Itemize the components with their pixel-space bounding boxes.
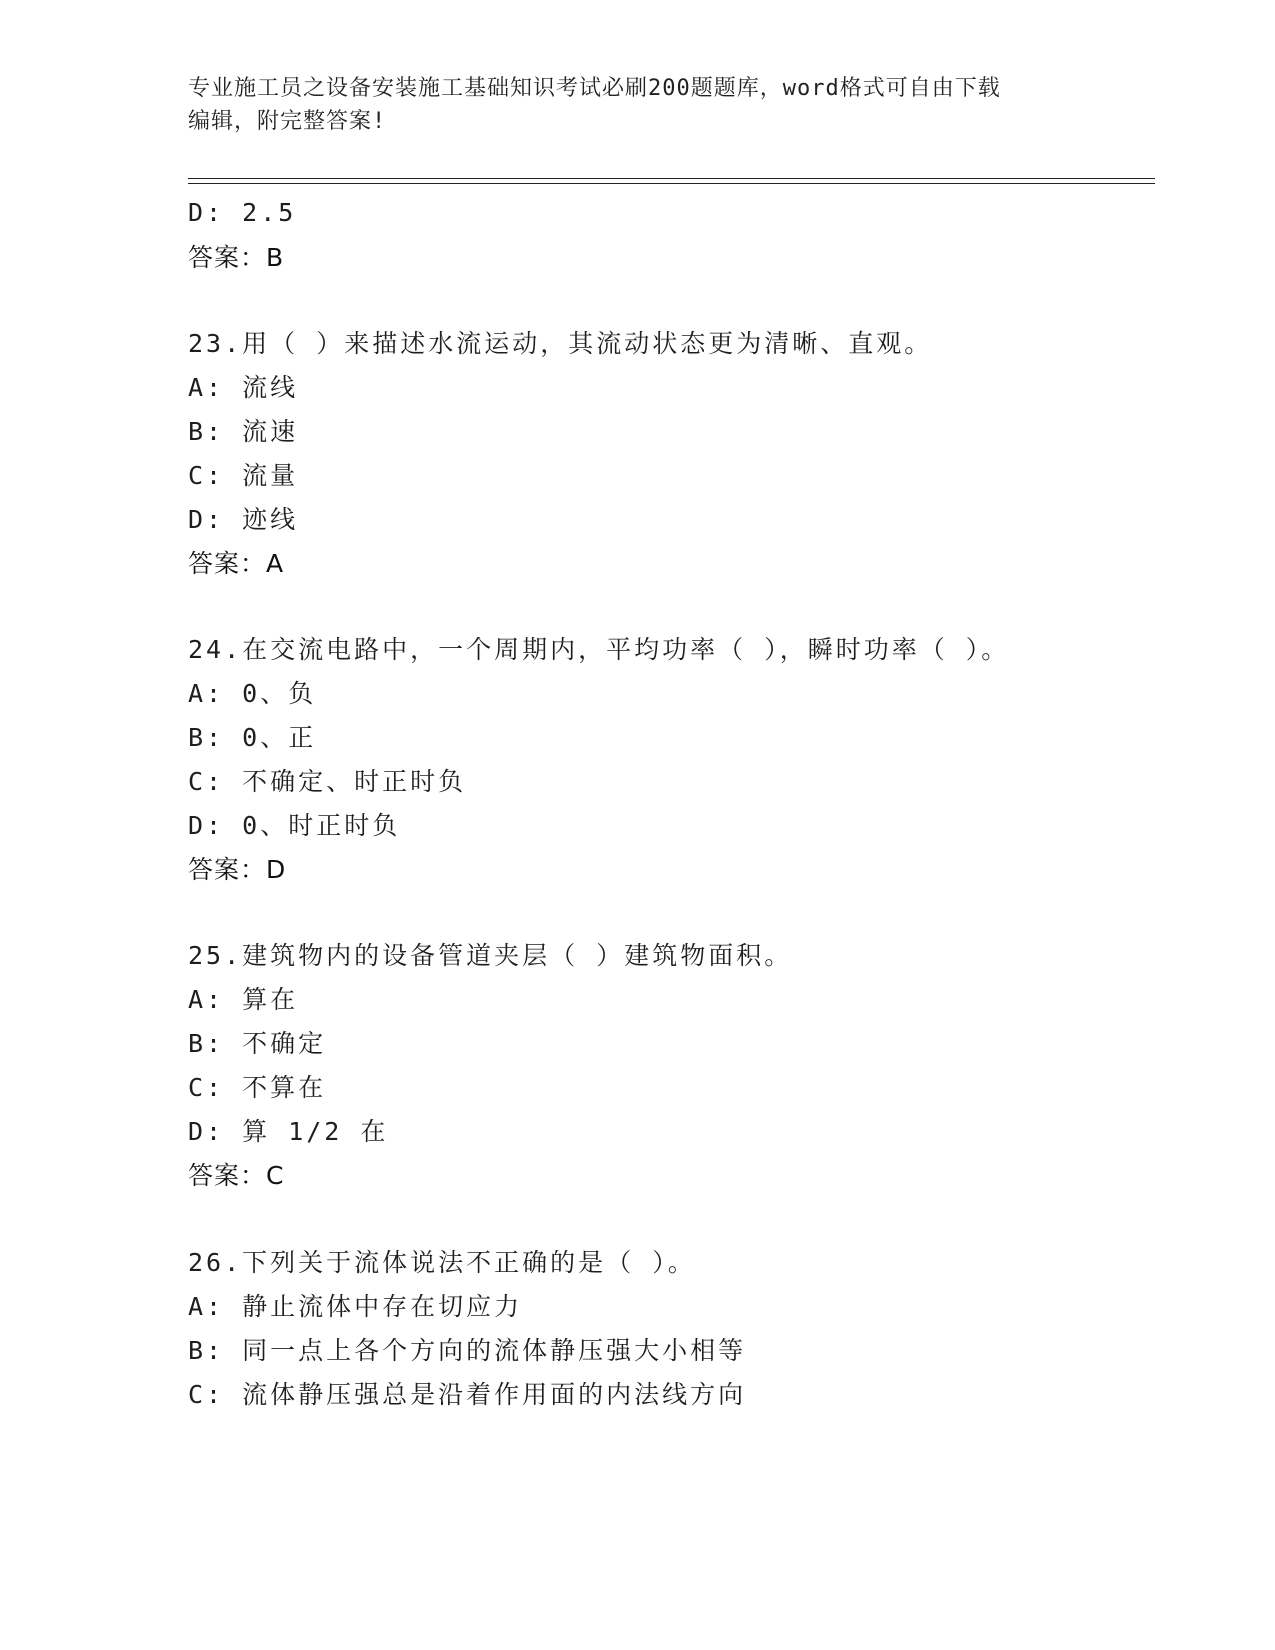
question-stem: 26.下列关于流体说法不正确的是（ ）。 xyxy=(188,1248,696,1277)
question-stem: 23.用（ ）来描述水流运动，其流动状态更为清晰、直观。 xyxy=(188,329,933,358)
header-divider-top xyxy=(188,178,1155,179)
header-title-line-1: 专业施工员之设备安装施工基础知识考试必刷200题题库，word格式可自由下载 xyxy=(188,76,1001,101)
answer-label: 答案： xyxy=(188,549,267,578)
question-option: D: 算 1/2 在 xyxy=(188,1117,389,1146)
question-option: A: 流线 xyxy=(188,373,299,402)
question-stem: 25.建筑物内的设备管道夹层（ ）建筑物面积。 xyxy=(188,941,793,970)
question-stem: 24.在交流电路中，一个周期内，平均功率（ ），瞬时功率（ ）。 xyxy=(188,635,1010,664)
question-option: A: 静止流体中存在切应力 xyxy=(188,1292,523,1321)
answer-value: A xyxy=(266,549,285,578)
question-option: A: 算在 xyxy=(188,985,299,1014)
answer-value: C xyxy=(266,1161,285,1190)
question-option: D: 迹线 xyxy=(188,505,299,534)
question-option: D: 0、时正时负 xyxy=(188,811,401,840)
answer-label: 答案： xyxy=(188,855,267,884)
question-answer xyxy=(188,549,284,579)
question-answer xyxy=(188,1161,284,1191)
question-answer xyxy=(188,855,286,885)
document-header xyxy=(188,72,1088,138)
prev-option-d: D: 2.5 xyxy=(188,198,297,227)
question-option: B: 同一点上各个方向的流体静压强大小相等 xyxy=(188,1336,747,1365)
answer-label: 答案： xyxy=(188,1161,267,1190)
question-option: C: 流体静压强总是沿着作用面的内法线方向 xyxy=(188,1380,747,1409)
answer-label: 答案： xyxy=(188,243,267,272)
question-option: C: 流量 xyxy=(188,461,299,490)
question-option: A: 0、负 xyxy=(188,679,317,708)
header-title-line-2: 编辑，附完整答案! xyxy=(188,109,387,134)
answer-value: D xyxy=(266,855,287,884)
question-option: B: 0、正 xyxy=(188,723,317,752)
prev-answer xyxy=(188,243,284,273)
header-divider-bottom xyxy=(188,183,1155,184)
question-option: B: 流速 xyxy=(188,417,299,446)
question-option: B: 不确定 xyxy=(188,1029,327,1058)
question-option: C: 不算在 xyxy=(188,1073,327,1102)
question-option: C: 不确定、时正时负 xyxy=(188,767,467,796)
answer-value: B xyxy=(266,243,285,272)
